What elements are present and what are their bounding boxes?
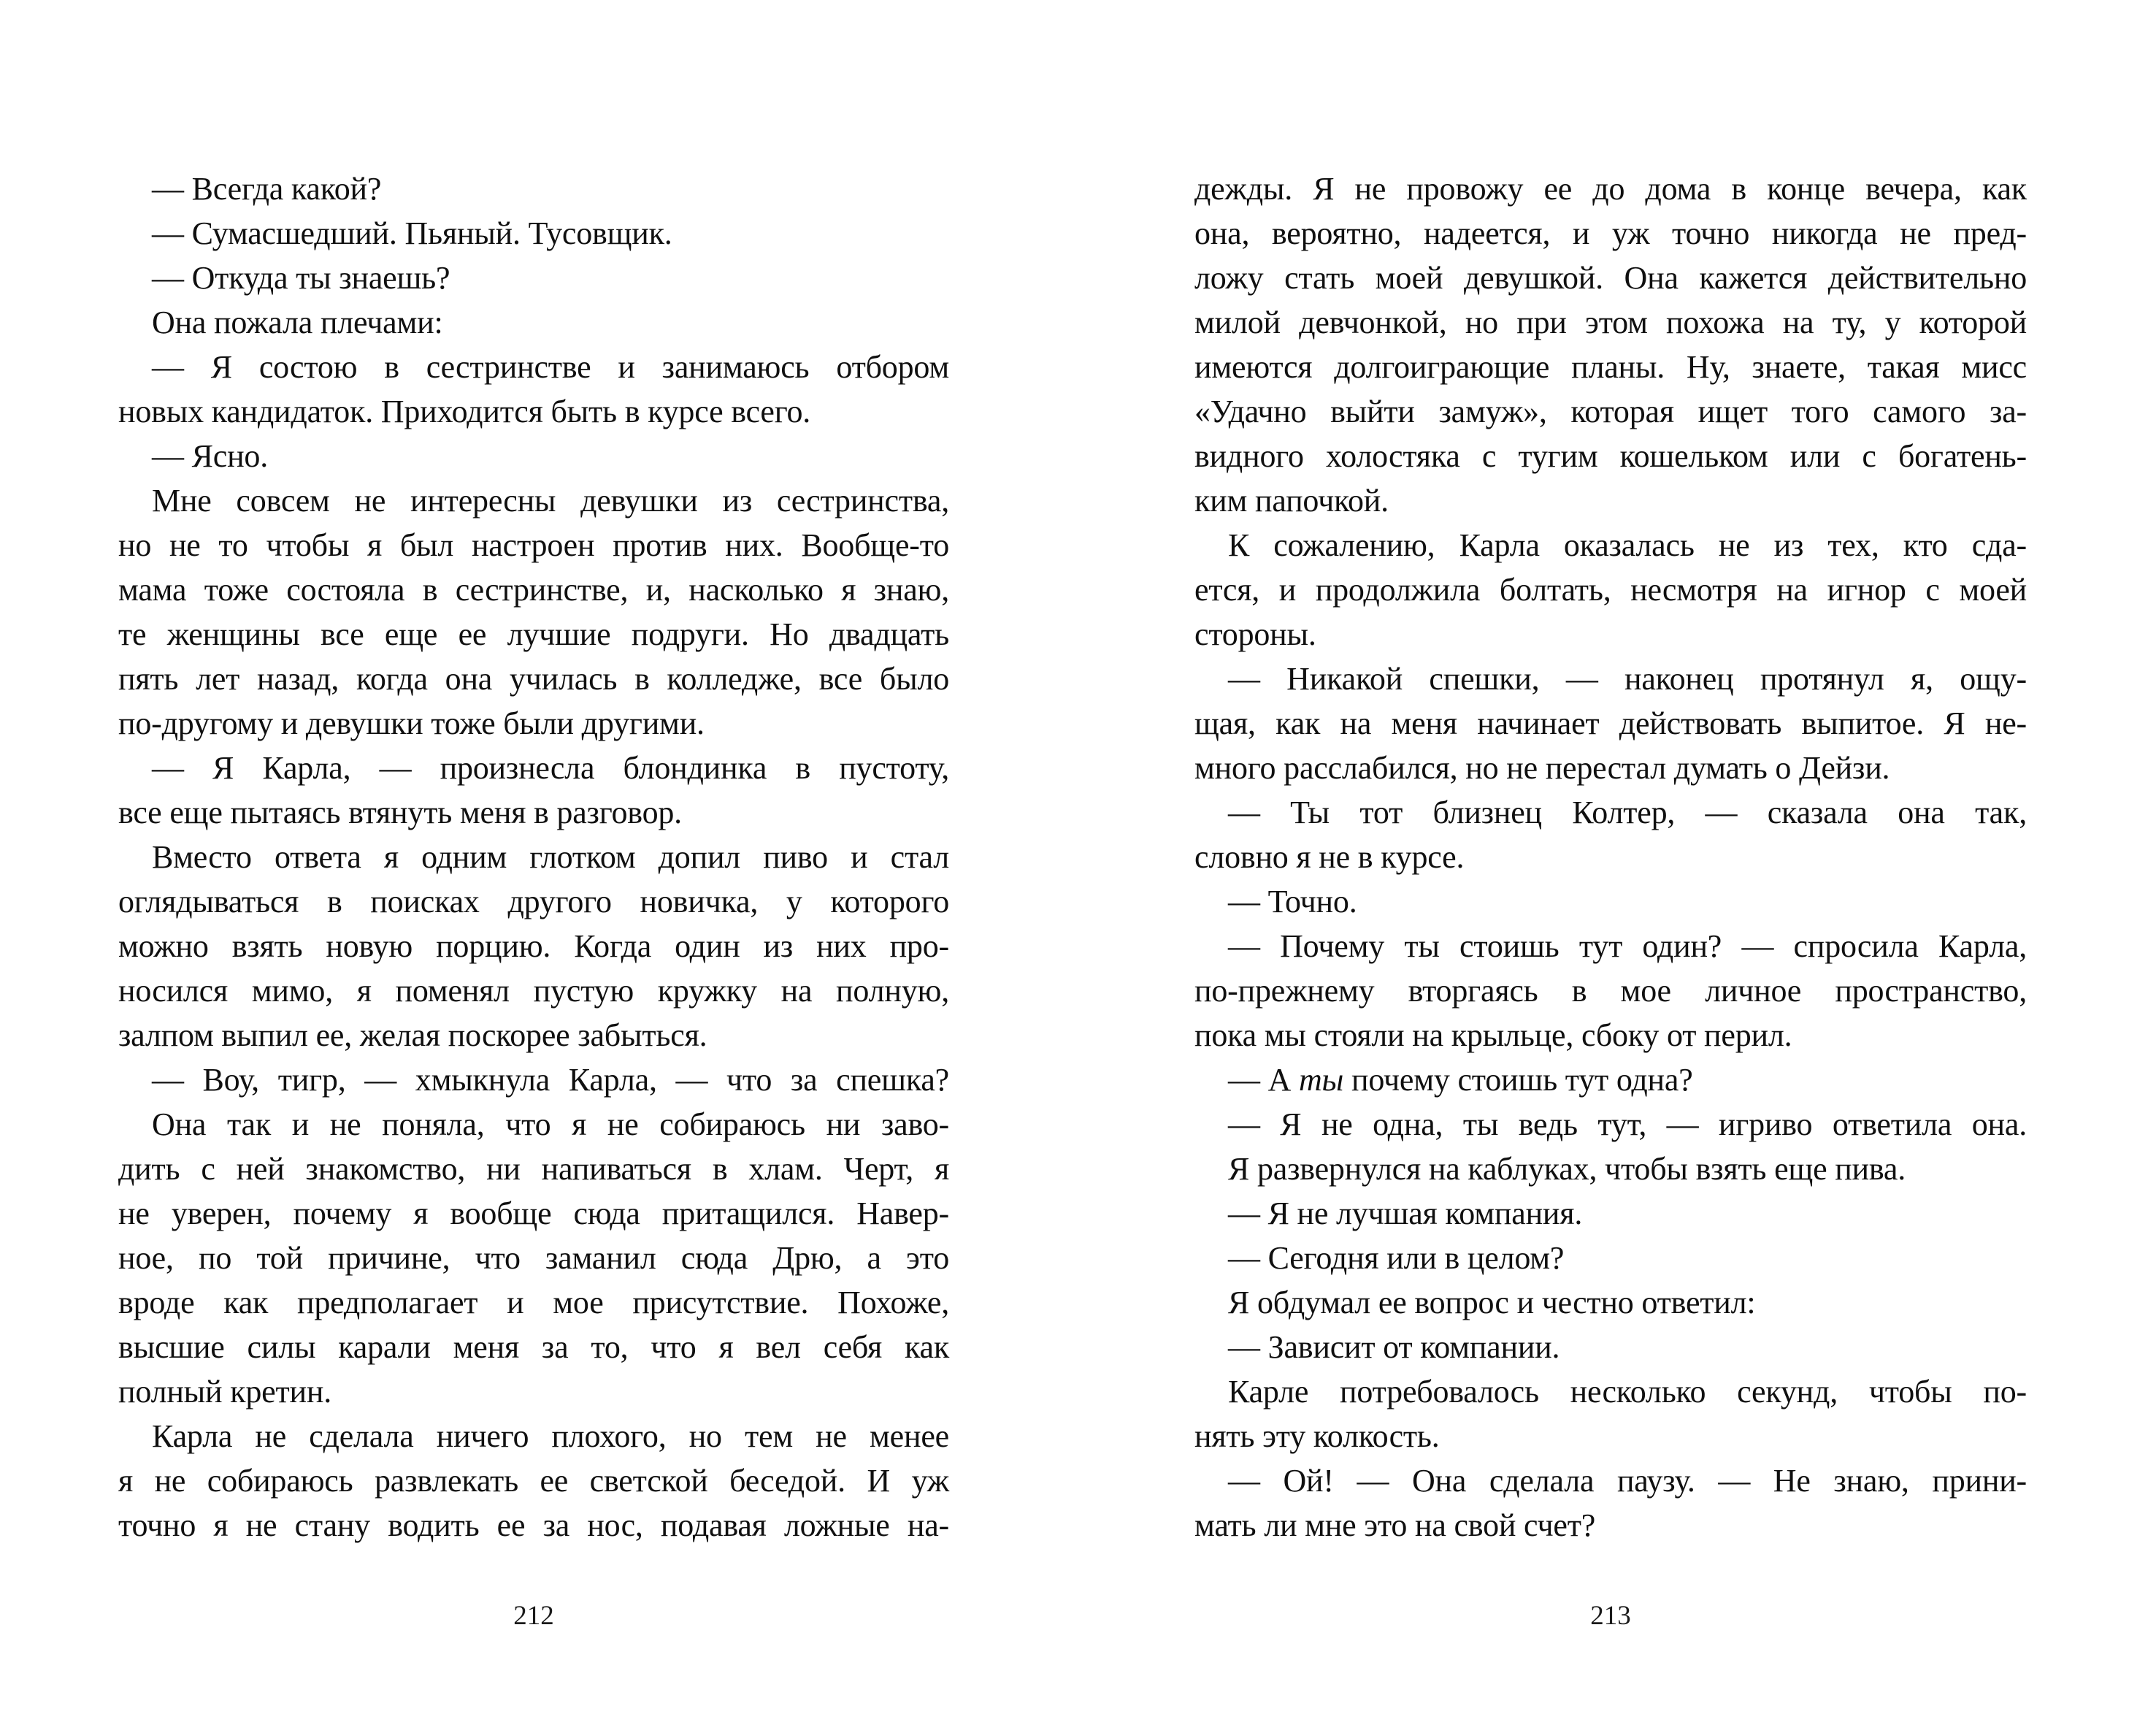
page-number-left: 212 [513,1601,554,1631]
text-line: я не собираюсь развлекать ее светской беседой. И уж [118,1463,949,1499]
text-line: мама тоже состояла в сестринстве, и, насколько я знаю, [118,572,949,608]
text-line: — Я состою в сестринстве и занимаюсь отбором [152,349,949,385]
text-line: но не то чтобы я был настроен против них. Вообще-то [118,527,949,563]
text-line: видного холостяка с тугим кошельком или с богатень- [1194,438,2027,474]
text-line: Вместо ответа я одним глотком допил пиво и стал [152,839,949,875]
text-line: точно я не стану водить ее за нос, подавая ложные на- [118,1507,949,1543]
text-line: — Зависит от компании. [1228,1329,1560,1365]
text-line: — А ты почему стоишь тут одна? [1228,1062,1693,1098]
text-line: можно взять новую порцию. Когда один из них про- [118,928,949,964]
text-line: — Я не лучшая компания. [1228,1196,1583,1231]
text-line: — Никакой спешки, — наконец протянул я, ощу- [1228,661,2027,697]
text-line: дежды. Я не провожу ее до дома в конце вечера, как [1194,171,2027,207]
text-line: залпом выпил ее, желая поскорее забыться. [118,1017,707,1053]
text-line: милой девчонкой, но при этом похожа на ту, у которой [1194,305,2027,340]
text-line: все еще пытаясь втянуть меня в разговор. [118,795,682,830]
text-line: Она пожала плечами: [152,305,443,340]
text-line: — Всегда какой? [152,171,382,207]
text-line: стороны. [1194,616,1316,652]
text-line: — Сумасшедший. Пьяный. Тусовщик. [152,215,672,251]
text-line: К сожалению, Карла оказалась не из тех, кто сда- [1228,527,2027,563]
text-line: — Ты тот близнец Колтер, — сказала она так, [1228,795,2027,830]
text-line: — Почему ты стоишь тут один? — спросила Карла, [1228,928,2027,964]
text-line: — Я Карла, — произнесла блондинка в пустоту, [152,750,949,786]
text-line: ким папочкой. [1194,483,1389,519]
text-line: нять эту колкость. [1194,1418,1440,1454]
page-left-text-column [118,167,949,1548]
text-line: словно я не в курсе. [1194,839,1465,875]
text-line: не уверен, почему я вообще сюда притащился. Навер- [118,1196,949,1231]
text-line: — Воу, тигр, — хмыкнула Карла, — что за спешка? [152,1062,949,1098]
text-line: полный кретин. [118,1374,332,1410]
text-line: по-другому и девушки тоже были другими. [118,705,705,741]
page-number-right: 213 [1590,1601,1631,1631]
text-line: — Ясно. [152,438,269,474]
text-line: те женщины все еще ее лучшие подруги. Но двадцать [118,616,949,652]
text-line: щая, как на меня начинает действовать выпитое. Я не- [1194,705,2027,741]
text-line: много расслабился, но не перестал думать о Дейзи. [1194,750,1890,786]
text-line: — Ой! — Она сделала паузу. — Не знаю, прини- [1228,1463,2027,1499]
text-line: ное, по той причине, что заманил сюда Дрю, а это [118,1240,949,1276]
page-right-text-column [1194,167,2027,1548]
text-line: вроде как предполагает и мое присутствие. Похоже, [118,1285,949,1320]
text-line: Я развернулся на каблуках, чтобы взять еще пива. [1228,1151,1906,1187]
text-line: она, вероятно, надеется, и уж точно никогда не пред- [1194,215,2027,251]
text-line: — Точно. [1228,884,1357,919]
text-line: Карла не сделала ничего плохого, но тем не менее [152,1418,949,1454]
text-line: пять лет назад, когда она училась в колледже, все было [118,661,949,697]
text-line: Я обдумал ее вопрос и честно ответил: [1228,1285,1756,1320]
text-line: дить с ней знакомство, ни напиваться в хлам. Черт, я [118,1151,949,1187]
text-line: новых кандидаток. Приходится быть в курсе всего. [118,394,811,429]
text-line: высшие силы карали меня за то, что я вел себя как [118,1329,949,1365]
text-line: ется, и продолжила болтать, несмотря на игнор с моей [1194,572,2027,608]
text-line: по-прежнему вторгаясь в мое личное пространство, [1194,973,2027,1009]
text-line: пока мы стояли на крыльце, сбоку от перил. [1194,1017,1792,1053]
text-line: Она так и не поняла, что я не собираюсь ни заво- [152,1106,949,1142]
text-line: ложу стать моей девушкой. Она кажется действительно [1194,260,2027,296]
text-line: — Откуда ты знаешь? [152,260,450,296]
text-line: носился мимо, я поменял пустую кружку на полную, [118,973,949,1009]
text-line: «Удачно выйти замуж», которая ищет того самого за- [1194,394,2027,429]
text-line: — Я не одна, ты ведь тут, — игриво ответила она. [1228,1106,2027,1142]
text-line: — Сегодня или в целом? [1228,1240,1565,1276]
text-line: оглядываться в поисках другого новичка, у которого [118,884,949,919]
text-line: Карле потребовалось несколько секунд, чтобы по- [1228,1374,2027,1410]
text-line: мать ли мне это на свой счет? [1194,1507,1596,1543]
text-line: имеются долгоиграющие планы. Ну, знаете, такая мисс [1194,349,2027,385]
text-line: Мне совсем не интересны девушки из сестринства, [152,483,949,519]
